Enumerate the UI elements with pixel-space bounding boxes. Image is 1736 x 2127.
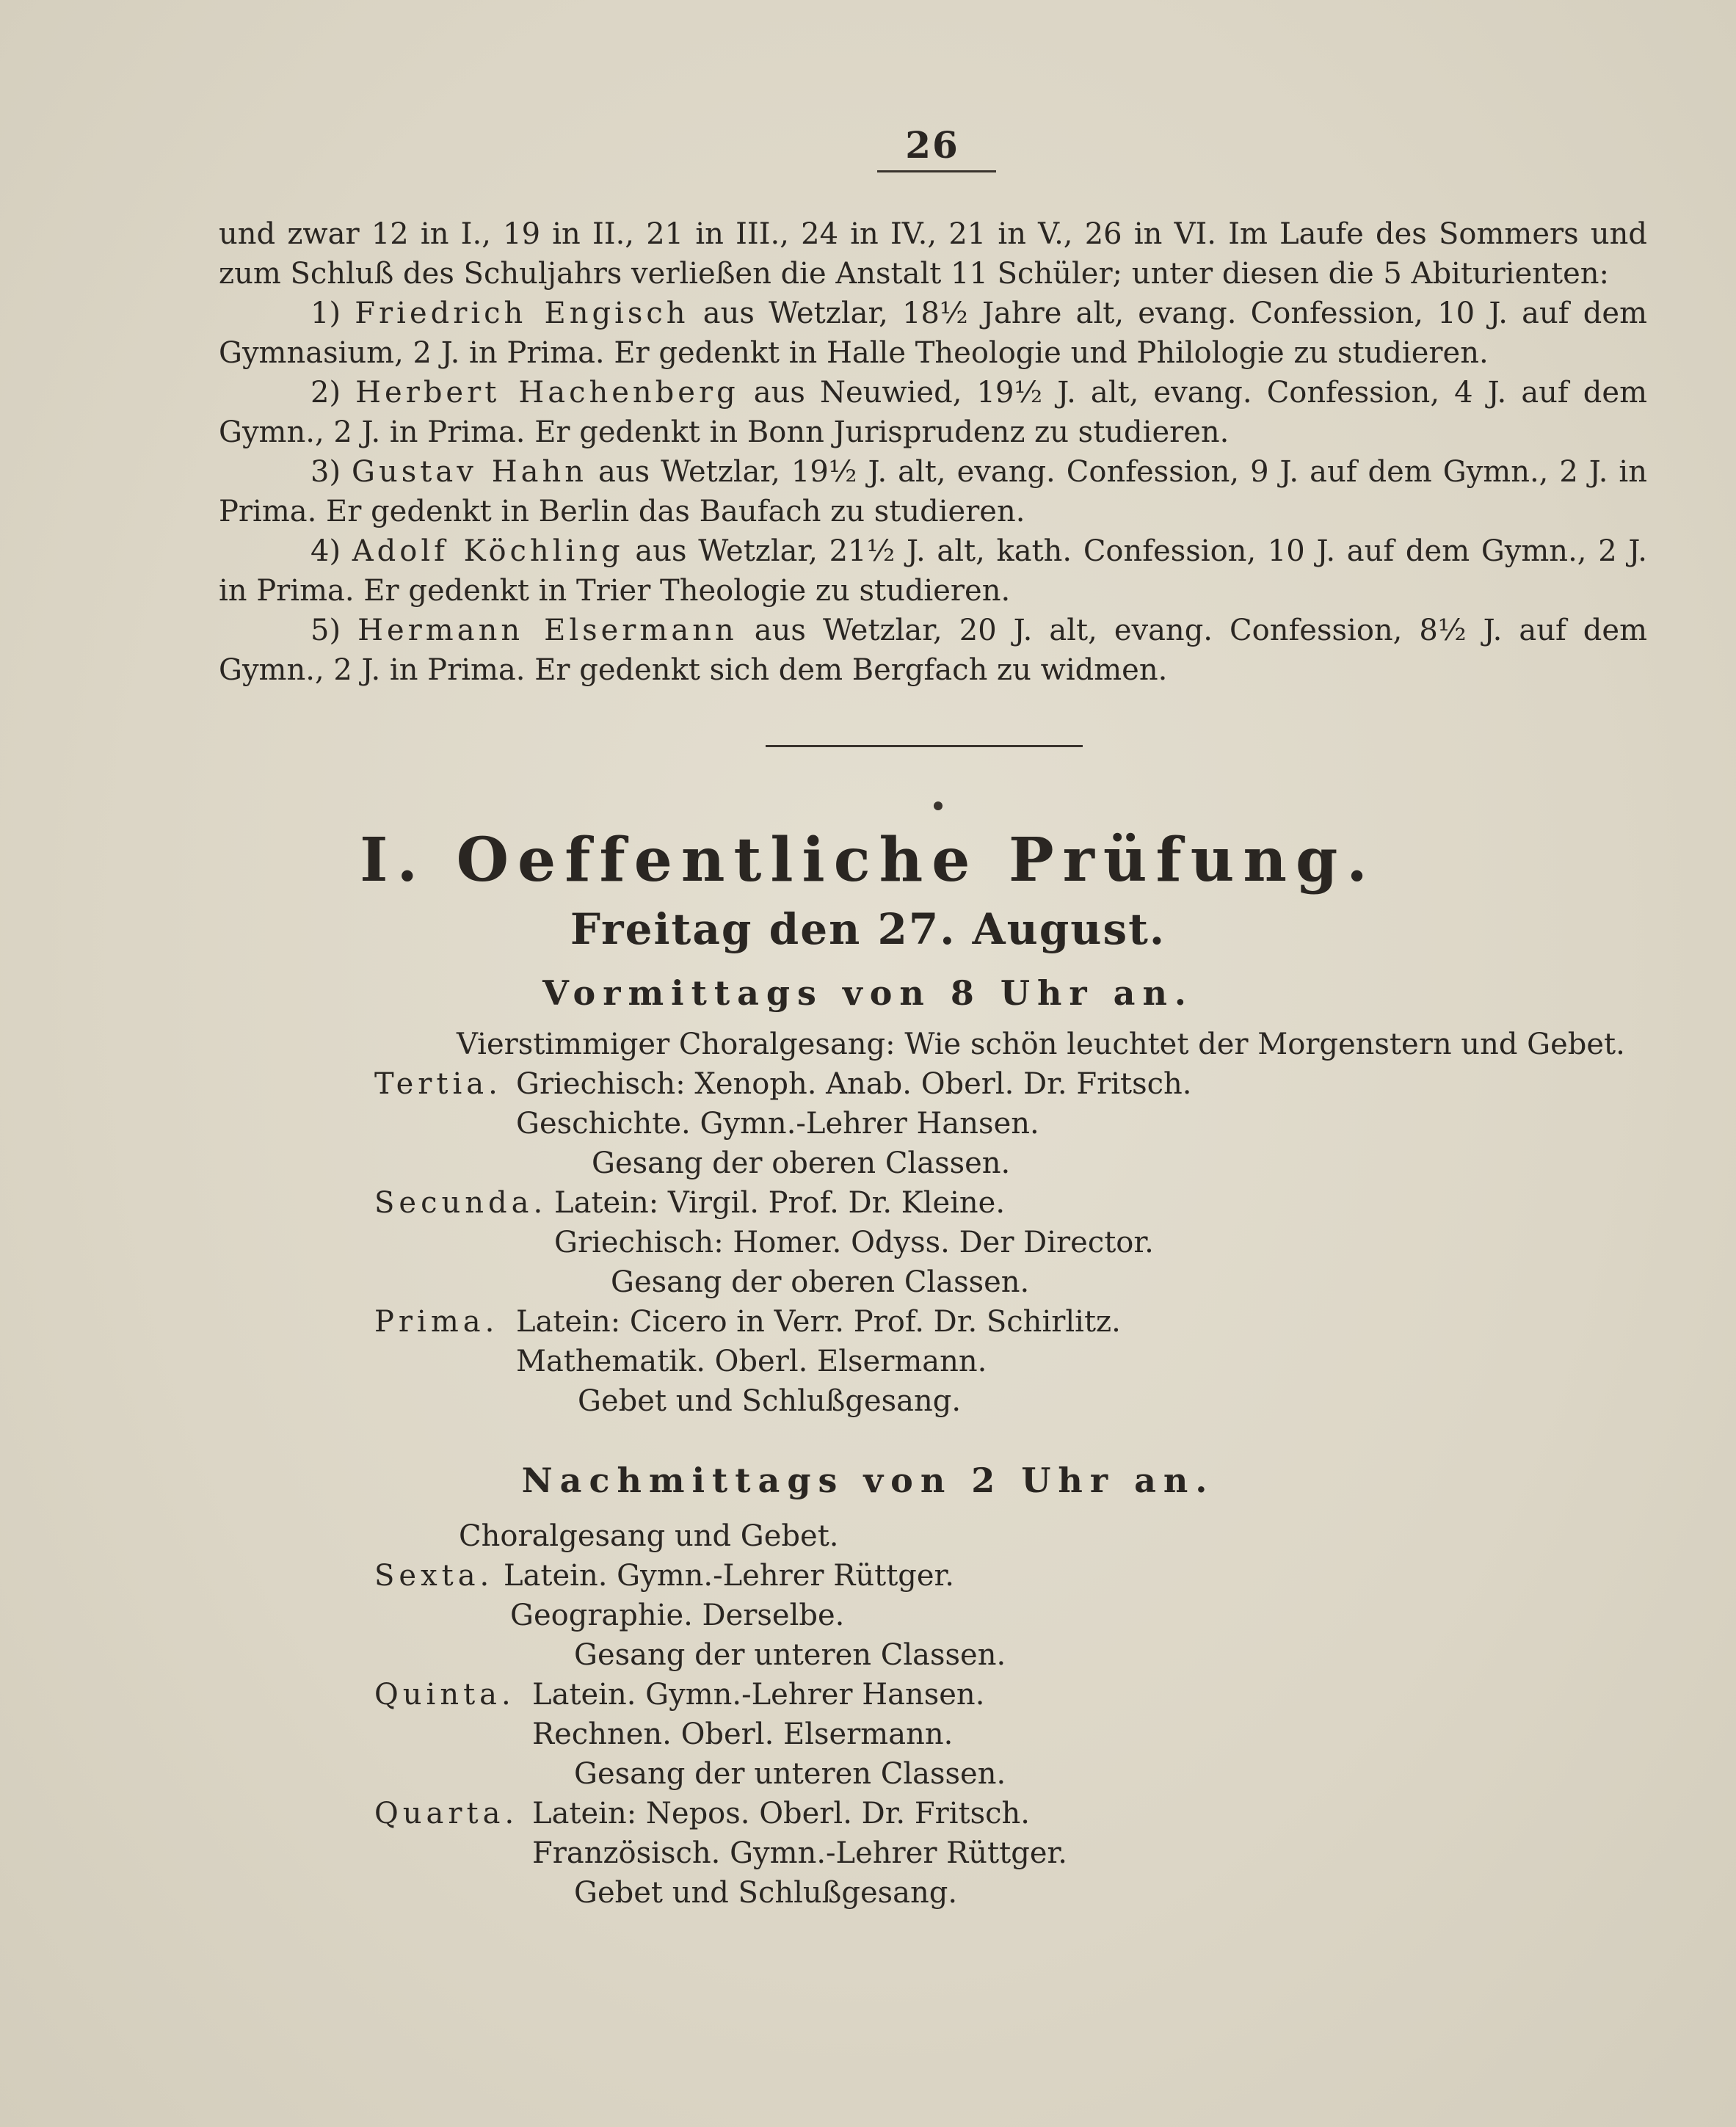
ornament-dot [934, 801, 943, 810]
page-number: 26 [905, 123, 959, 167]
class-label: Quarta. [374, 1797, 519, 1830]
entry-text: aus Wetzlar, 19½ J. alt, evang. Confession, 9 J. auf dem Gymn., 2 J. in Prima. Er gedenkt in Berlin das Baufach zu studieren. [219, 455, 1647, 528]
student-name: Herbert Hachenberg [355, 376, 739, 410]
entry-text: aus Wetzlar, 20 J. alt, evang. Confession, 8½ J. auf dem Gymn., 2 J. in Prima. Er gedenkt sich dem Bergfach zu widmen. [219, 614, 1648, 687]
schedule-line: Gesang der oberen Classen. [592, 1146, 1011, 1180]
schedule-line: Vierstimmiger Choralgesang: Wie schön leuchtet der Morgenstern und Gebet. [457, 1028, 1625, 1061]
entry-number: 3) [310, 455, 341, 489]
intro-paragraph: und zwar 12 in I., 19 in II., 21 in III., 24 in IV., 21 in V., 26 in VI. Im Laufe des Sommers und zum Schluß des Schuljahrs verließen die Anstalt 11 Schüler; unter diesen die 5 Abiturienten: [219, 217, 1647, 291]
schedule-line: Latein. Gymn.-Lehrer Hansen. [532, 1678, 985, 1712]
schedule-line: Latein: Virgil. Prof. Dr. Kleine. [554, 1186, 1006, 1220]
schedule-line: Französisch. Gymn.-Lehrer Rüttger. [532, 1836, 1067, 1870]
schedule-line: Latein: Cicero in Verr. Prof. Dr. Schirlitz. [516, 1305, 1121, 1339]
page-number-rule [877, 170, 996, 172]
abiturient-entry [219, 531, 1647, 611]
schedule-line: Latein: Nepos. Oberl. Dr. Fritsch. [532, 1797, 1031, 1830]
class-label: Tertia. [374, 1067, 502, 1101]
abiturient-entry [219, 452, 1647, 531]
schedule-line: Gesang der unteren Classen. [574, 1638, 1006, 1672]
schedule-line: Geographie. Derselbe. [510, 1599, 845, 1632]
class-label: Quinta. [374, 1678, 515, 1712]
schedule-line: Griechisch: Xenoph. Anab. Oberl. Dr. Fritsch. [516, 1067, 1192, 1101]
class-label: Secunda. [374, 1186, 548, 1220]
student-name: Friedrich Engisch [355, 297, 689, 330]
schedule-line: Rechnen. Oberl. Elsermann. [532, 1717, 954, 1751]
afternoon-heading: Nachmittags von 2 Uhr an. [521, 1461, 1215, 1500]
section-divider [766, 745, 1083, 747]
schedule-line: Geschichte. Gymn.-Lehrer Hansen. [516, 1107, 1039, 1141]
student-name: Gustav Hahn [352, 455, 588, 489]
schedule-line: Gesang der unteren Classen. [574, 1757, 1006, 1791]
schedule-line: Gebet und Schlußgesang. [574, 1876, 958, 1910]
entry-number: 2) [310, 376, 341, 410]
class-label: Sexta. [374, 1559, 494, 1593]
exam-date: Freitag den 27. August. [570, 904, 1166, 954]
schedule-line: Latein. Gymn.-Lehrer Rüttger. [504, 1559, 954, 1593]
abiturient-entry [219, 294, 1647, 373]
abiturient-entry [219, 611, 1647, 690]
entry-text: aus Wetzlar, 18½ Jahre alt, evang. Confession, 10 J. auf dem Gymnasium, 2 J. in Prima. Er gedenkt in Halle Theologie und Philologie zu studieren. [219, 297, 1648, 370]
schedule-line: Griechisch: Homer. Odyss. Der Director. [554, 1226, 1154, 1259]
entry-number: 5) [310, 614, 341, 647]
class-label: Prima. [374, 1305, 499, 1339]
schedule-line: Choralgesang und Gebet. [459, 1519, 839, 1553]
schedule-line: Gebet und Schlußgesang. [578, 1384, 962, 1418]
abiturient-entry [219, 373, 1647, 452]
schedule-line: Mathematik. Oberl. Elsermann. [516, 1345, 987, 1378]
schedule-line: Gesang der oberen Classen. [611, 1265, 1030, 1299]
exam-title: I. Oeffentliche Prüfung. [360, 825, 1376, 895]
student-name: Hermann Elsermann [357, 614, 738, 647]
morning-heading: Vormittags von 8 Uhr an. [542, 973, 1194, 1013]
entry-number: 1) [310, 297, 341, 330]
student-name: Adolf Köchling [352, 534, 624, 568]
entry-text: aus Neuwied, 19½ J. alt, evang. Confession, 4 J. auf dem Gymn., 2 J. in Prima. Er gedenkt in Bonn Jurisprudenz zu studieren. [219, 376, 1648, 449]
entry-number: 4) [310, 534, 341, 568]
entry-text: aus Wetzlar, 21½ J. alt, kath. Confession, 10 J. auf dem Gymn., 2 J. in Prima. Er gedenkt in Trier Theologie zu studieren. [219, 534, 1647, 608]
